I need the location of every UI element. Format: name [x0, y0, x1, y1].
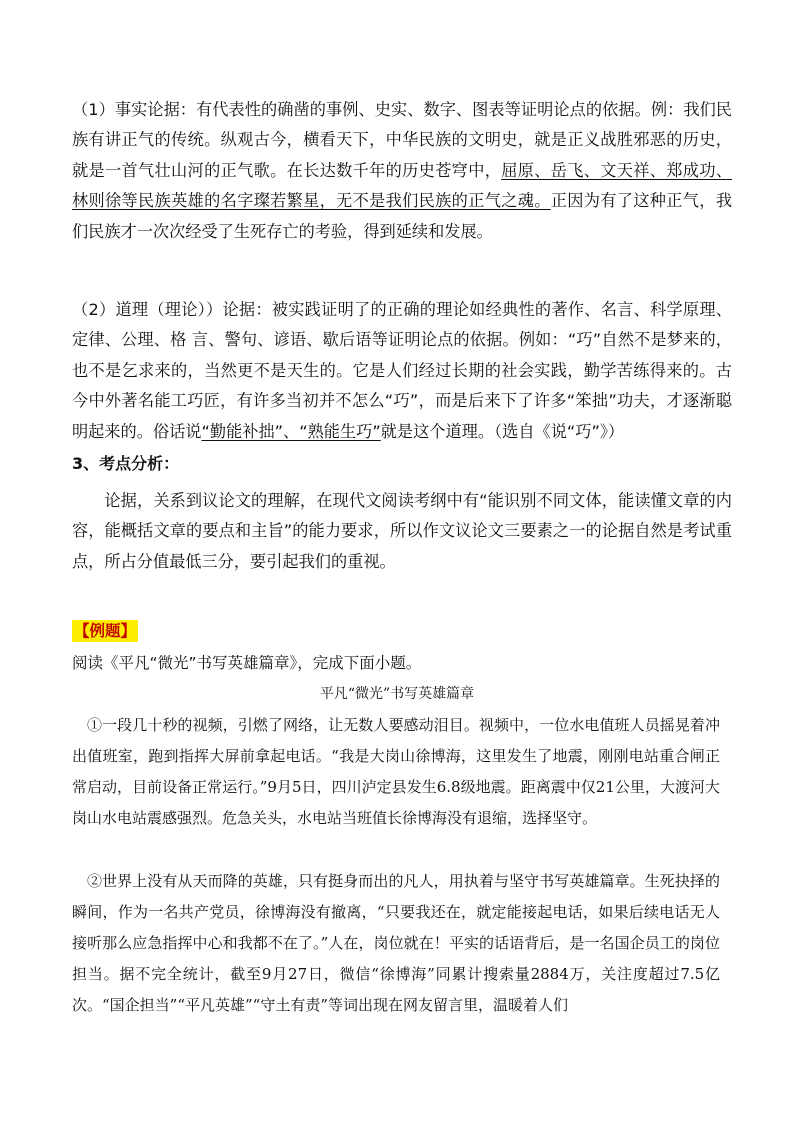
section-heading-analysis: 3、考点分析：: [72, 454, 180, 473]
example-tag: 【例题】: [74, 622, 137, 640]
fact-evidence-text: （1）事实论据：有代表性的确凿的事例、史实、数字、图表等证明论点的依据。例：我们民族有讲正气的传统。纵观古今，横看天下，中华民族的文明史，就是正义战胜邪恶的历史，就是一首气壮山河的正气歌。在长达数千年的历史苍穹中，: [72, 100, 732, 180]
fact-evidence-tail: 正因为有了这种正气，我们民族才一次次经受了生死存亡的考验，得到延续和发展。: [72, 191, 733, 241]
article-paragraph-2: ②世界上没有从天而降的英雄，只有挺身而出的凡人，用执着与坚守书写英雄篇章。生死抉择的瞬间，作为一名共产党员，徐博海没有撤离，“只要我还在，就定能接起电话，如果后续电话无人接听那么应急指挥中心和我都不在了。”人在，岗位就在！平实的话语背后，是一名国企员工的岗位担当。据不完全统计，截至9月27日，微信“徐博海”同累计搜索量2884万，关注度超过7.5亿次。“国企担当”“平凡英雄”“守土有责”等词出现在网友留言里，温暖着人们: [72, 872, 720, 1014]
article-paragraph-1: ①一段几十秒的视频，引燃了网络，让无数人要感动泪目。视频中，一位水电值班人员摇晃着冲出值班室，跑到指挥大屏前拿起电话。“我是大岗山徐博海，这里发生了地震，刚刚电站重合闸正常启动，目前设备正常运行。”9月5日，四川泸定县发生6.8级地震。距离震中仅21公里，大渡河大岗山水电站震感强烈。危急关头，水电站当班值长徐博海没有退缩，选择坚守。: [72, 716, 720, 827]
fact-evidence-paragraph: [72, 95, 732, 247]
fact-evidence-underlined: 屈原、岳飞、文天祥、郑成功、林则徐等民族英雄的名字璨若繁星，无不是我们民族的正气之魂。: [72, 160, 733, 211]
theory-evidence-text: （2）道理（理论））论据：被实践证明了的正确的理论如经典性的著作、名言、科学原理、定律、公理、格 言、警句、谚语、歇后语等证明论点的依据。例如：“巧”自然不是梦来的，也不是乞求来的，当然更不是天生的。它是人们经过长期的社会实践，勤学苦练得来的。古今中外著名能工巧匠，有许多当初并不怎么“巧”，而是后来下了许多“笨拙”功夫，才逐渐聪明起来的。俗话说: [72, 300, 732, 441]
article-title: 平凡“微光”书写英雄篇章: [319, 686, 475, 702]
theory-evidence-tail: 就是这个道理。（选自《说“巧”》）: [380, 421, 625, 441]
example-intro: 阅读《平凡“微光”书写英雄篇章》，完成下面小题。: [72, 654, 422, 672]
theory-evidence-underlined: “勤能补拙”、“熟能生巧”: [201, 421, 381, 441]
theory-evidence-paragraph: [72, 295, 732, 447]
analysis-paragraph: 论据，关系到议论文的理解，在现代文阅读考纲中有“能识别不同文体，能读懂文章的内容，能概括文章的要点和主旨”的能力要求，所以作文议论文三要素之一的论据自然是考试重点，所占分值最低三分，要引起我们的重视。: [72, 491, 732, 571]
